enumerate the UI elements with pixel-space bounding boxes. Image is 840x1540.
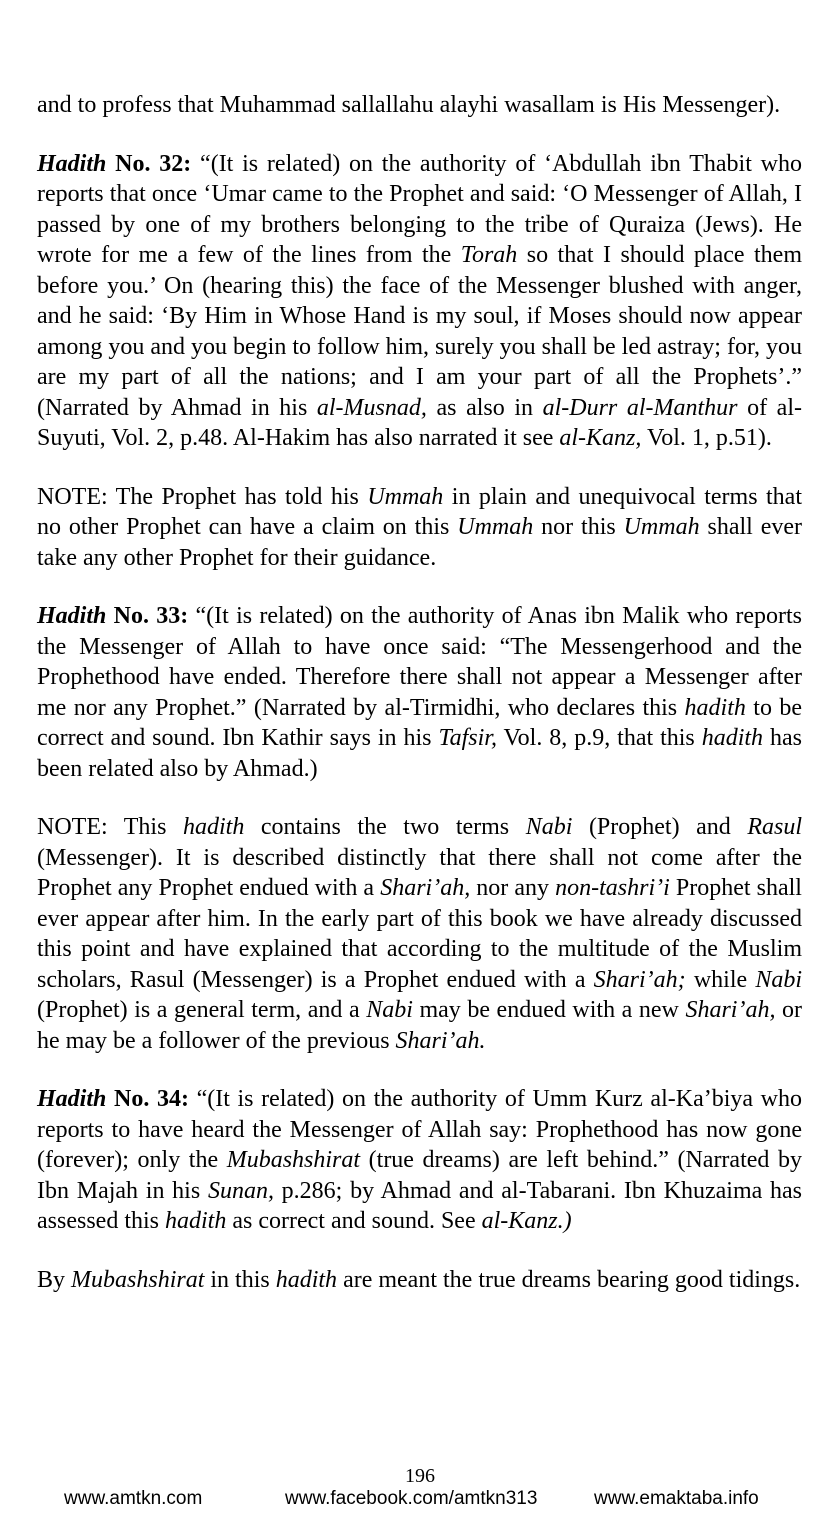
text-run: Vol. 8, p.9, that this: [496, 725, 702, 751]
text-run: in this: [204, 1266, 276, 1293]
page-number: 196: [405, 1465, 435, 1487]
text-run: and to profess that Muhammad sallallahu alayhi wasallam is His Messenger).: [37, 92, 781, 118]
italic-term: hadith: [182, 814, 245, 840]
text-run: NOTE: This: [37, 814, 183, 840]
text-run: By: [37, 1266, 72, 1293]
text-run: may be endued with a new: [412, 997, 686, 1023]
paragraph: [37, 812, 802, 1056]
text-run: contains the two terms: [244, 814, 526, 840]
footer-link-facebook[interactable]: www.facebook.com/amtkn313: [285, 1488, 538, 1509]
text-run: as correct and sound. See: [226, 1208, 482, 1234]
paragraph: [37, 1265, 802, 1296]
italic-term: Mubashshirat: [226, 1147, 361, 1173]
text-run: Vol. 1, p.51).: [641, 425, 772, 451]
page-footer: [0, 1488, 840, 1518]
italic-term: Sunan,: [207, 1177, 274, 1204]
page-body-text: [37, 90, 802, 1323]
italic-term: Rasul: [747, 814, 803, 840]
paragraph: [37, 482, 802, 574]
hadith-number: No. 33:: [106, 603, 196, 629]
italic-term: hadith: [684, 694, 746, 721]
italic-term: Ummah: [623, 514, 700, 540]
text-run: (true dreams) are left behind.” (Narrated by Ibn Majah in his: [37, 1147, 802, 1204]
text-run: while: [685, 966, 756, 993]
hadith-label: Hadith: [37, 1086, 107, 1112]
text-run: of al-Suyuti, Vol. 2, p.48. Al-Hakim has also narrated it see: [37, 394, 802, 451]
footer-link-amtkn[interactable]: www.amtkn.com: [64, 1488, 203, 1509]
italic-term: Torah: [460, 242, 518, 268]
italic-term: Shari’ah;: [593, 966, 686, 993]
italic-term: non-tashri’i: [555, 875, 670, 901]
italic-term: Shari’ah,: [380, 875, 471, 901]
text-run: p.286; by Ahmad and al-Tabarani. Ibn Khuzaima has assessed this: [37, 1177, 803, 1234]
paragraph: [37, 601, 802, 784]
text-run: “(It is related) on the authority of Anas ibn Malik who reports the Messenger of Allah to have once said: “The Messengerhood and the Prophethood have ended. Therefore there shall not appear a Messenger after me nor any Prophet.” (Narrated by al-Tirmidhi, who declares this: [37, 603, 802, 721]
italic-term: Nabi: [366, 997, 413, 1023]
hadith-number: No. 34:: [106, 1086, 197, 1112]
italic-term: hadith: [275, 1266, 338, 1293]
paragraph: [37, 149, 802, 454]
italic-term: Ummah: [457, 514, 534, 540]
italic-term: al-Kanz.): [481, 1208, 572, 1234]
footer-link-emaktaba[interactable]: www.emaktaba.info: [594, 1488, 759, 1509]
text-run: so that I should place them before you.’ On (hearing this) the face of the Messenger blushed with anger, and he said: ‘By Him in Whose Hand is my soul, if Moses should now appear among you and you begin to follow him, surely you shall be led astray; for, you are my part of all the nations; and I am your part of all the Prophets’.” (Narrated by Ahmad in his: [37, 242, 802, 421]
italic-term: Nabi: [525, 814, 573, 840]
hadith-label: Hadith: [37, 603, 107, 629]
text-run: has been related also by Ahmad.): [37, 725, 802, 782]
text-run: nor this: [533, 514, 624, 540]
italic-term: al-Kanz,: [559, 425, 642, 451]
text-run: shall ever take any other Prophet for their guidance.: [37, 514, 803, 571]
text-run: are meant the true dreams bearing good tidings.: [337, 1266, 801, 1293]
hadith-label: Hadith: [37, 150, 107, 177]
italic-term: al-Durr al-Manthur: [542, 394, 738, 421]
italic-term: Mubashshirat: [71, 1266, 205, 1293]
text-run: to be correct and sound. Ibn Kathir says in his: [37, 694, 802, 751]
text-run: (Prophet) is a general term, and a: [37, 997, 367, 1023]
text-run: NOTE: The Prophet has told his: [37, 483, 368, 510]
text-run: (Messenger). It is described distinctly that there shall not come after the Prophet any Prophet endued with a: [37, 844, 802, 901]
text-run: as also in: [426, 394, 543, 421]
italic-term: Tafsir,: [438, 725, 497, 751]
paragraph: [37, 1084, 802, 1237]
text-run: “(It is related) on the authority of Umm Kurz al-Ka’biya who reports to have heard the Messenger of Allah say: Prophethood has now gone (forever); only the: [37, 1086, 803, 1173]
italic-term: Nabi: [755, 966, 802, 993]
paragraph: [37, 90, 802, 121]
text-run: (Prophet) and: [572, 814, 748, 840]
italic-term: hadith: [701, 725, 764, 751]
hadith-number: No. 32:: [106, 150, 201, 177]
italic-term: hadith: [165, 1208, 227, 1234]
italic-term: Shari’ah.: [395, 1027, 486, 1054]
italic-term: al-Musnad,: [316, 394, 427, 421]
text-run: or he may be a follower of the previous: [37, 997, 802, 1054]
italic-term: Shari’ah,: [685, 997, 776, 1023]
text-run: nor any: [470, 875, 556, 901]
text-run: “(It is related) on the authority of ‘Abdullah ibn Thabit who reports that once ‘Umar came to the Prophet and said: ‘O Messenger of Allah, I passed by one of my brothers belonging to the tribe of Quraiza (Jews). He wrote for me a few of the lines from the: [37, 150, 802, 268]
italic-term: Ummah: [367, 483, 444, 510]
text-run: Prophet shall ever appear after him. In the early part of this book we have already discussed this point and have explained that according to the multitude of the Muslim scholars, Rasul (Messenger) is a Prophet endued with a: [37, 875, 802, 993]
text-run: in plain and unequivocal terms that no other Prophet can have a claim on this: [37, 483, 802, 540]
